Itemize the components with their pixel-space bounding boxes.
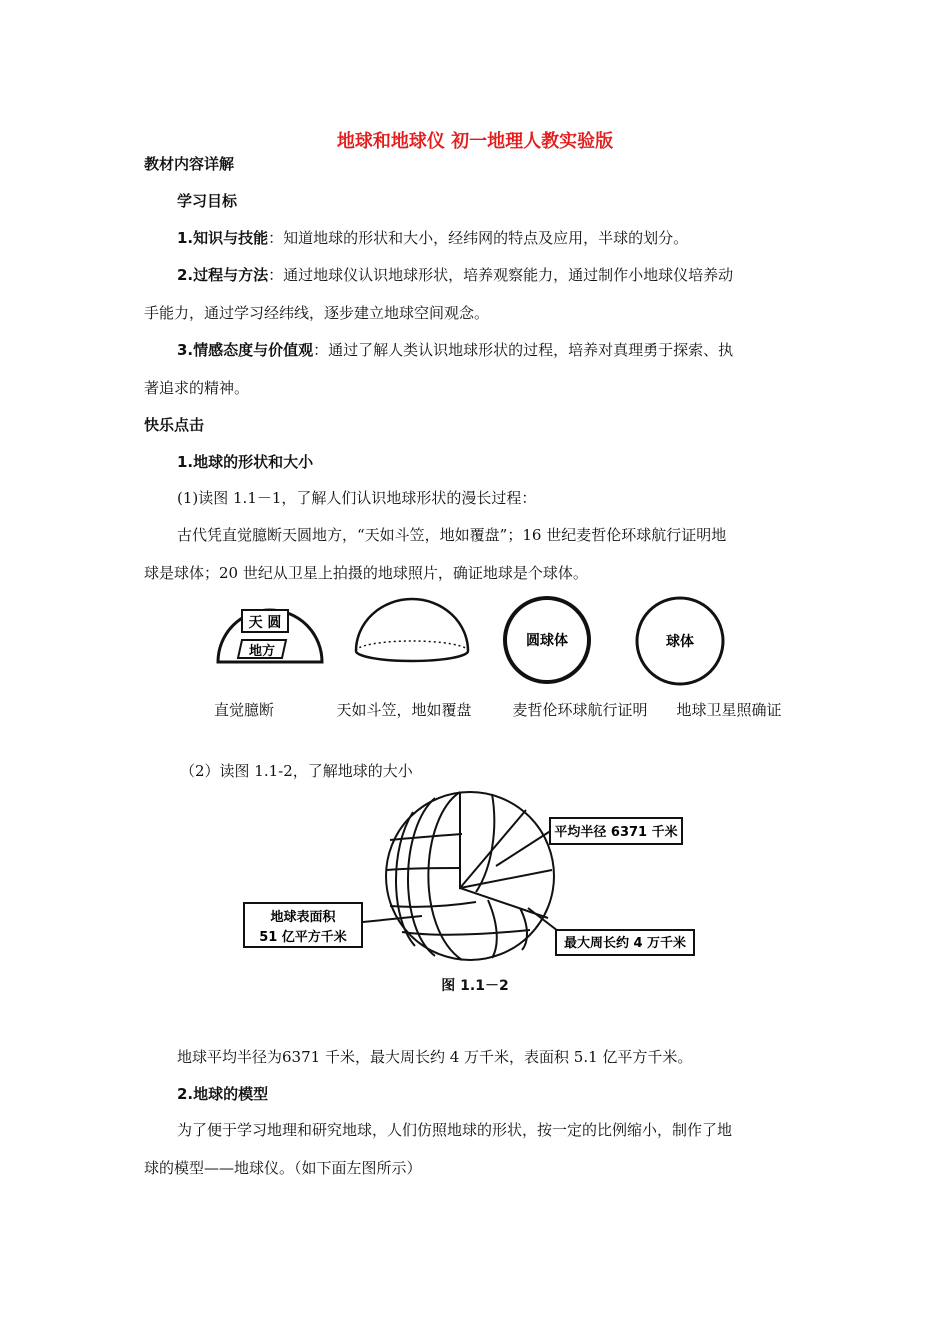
figure-1-1-2-caption: 图 1.1－2 [441,978,509,994]
caption-intuition: 直觉臆断 [213,701,274,719]
area-label-line2: 51 亿平方千米 [259,930,347,945]
goal-process [177,264,733,285]
diagram-spheroid [505,598,589,682]
goal-knowledge-label: 1.知识与技能 [177,229,269,247]
history-paragraph: 古代凭直觉臆断天圆地方，“天如斗笠，地如覆盘”；16 世纪麦哲伦环球航行证明地 [177,526,727,544]
goal-attitude-text: ：通过了解人类认识地球形状的过程，培养对真理勇于探索、执 [313,341,734,359]
goal-knowledge-text: ：知道地球的形状和大小，经纬网的特点及应用，半球的划分。 [268,229,689,247]
sphere-label: 球体 [666,634,694,650]
document-title: 地球和地球仪 初一地理人教实验版 [336,131,614,152]
figure-earth-shape-history [200,596,780,696]
question-2: （2）读图 1.1-2，了解地球的大小 [180,762,413,780]
heading-earth-model: 2.地球的模型 [177,1085,269,1103]
area-callout [244,903,422,947]
caption-dome-plate: 天如斗笠，地如覆盘 [336,701,472,719]
radius-label: 平均半径 6371 千米 [554,825,678,840]
diagram-tian-yuan-di-fang [218,610,322,662]
section-heading-textbook: 教材内容详解 [144,155,235,173]
goal-attitude-cont: 著追求的精神。 [144,379,250,397]
heading-shape-size: 1.地球的形状和大小 [177,453,314,471]
goal-process-label: 2.过程与方法 [177,266,269,284]
circumference-label: 最大周长约 4 万千米 [563,936,687,951]
goal-process-text: ：通过地球仪认识地球形状，培养观察能力，通过制作小地球仪培养动 [268,266,734,284]
diagram-sphere [637,598,723,684]
caption-magellan: 麦哲伦环球航行证明 [512,701,648,719]
model-paragraph: 为了便于学习地理和研究地球，人们仿照地球的形状，按一定的比例缩小，制作了地 [177,1121,733,1139]
goal-attitude-label: 3.情感态度与价值观 [177,341,314,359]
area-label-line1: 地球表面积 [270,910,336,925]
history-paragraph-cont: 球是球体；20 世纪从卫星上拍摄的地球照片，确证地球是个球体。 [144,564,588,582]
globe-graticule [386,792,554,960]
figure-earth-size [230,788,710,963]
goal-process-cont: 手能力，通过学习经纬线，逐步建立地球空间观念。 [144,304,490,322]
di-label: 地方 [248,644,276,659]
tian-label: 天 圆 [248,615,282,631]
section-heading-click: 快乐点击 [144,416,205,434]
circumference-callout [528,908,694,955]
question-1: (1)读图 1.1－1，了解人们认识地球形状的漫长过程： [177,489,537,507]
caption-satellite: 地球卫星照确证 [676,701,782,719]
heading-learning-goals: 学习目标 [177,192,238,210]
diagram-dome-plate [356,599,468,661]
spheroid-label: 圆球体 [526,633,568,649]
size-summary: 地球平均半径为6371 千米，最大周长约 4 万千米，表面积 5.1 亿平方千米。 [177,1048,693,1066]
radius-callout [496,818,682,866]
goal-attitude [177,339,733,360]
model-paragraph-cont: 球的模型——地球仪。（如下面左图所示） [144,1159,422,1177]
goal-knowledge [177,227,688,248]
